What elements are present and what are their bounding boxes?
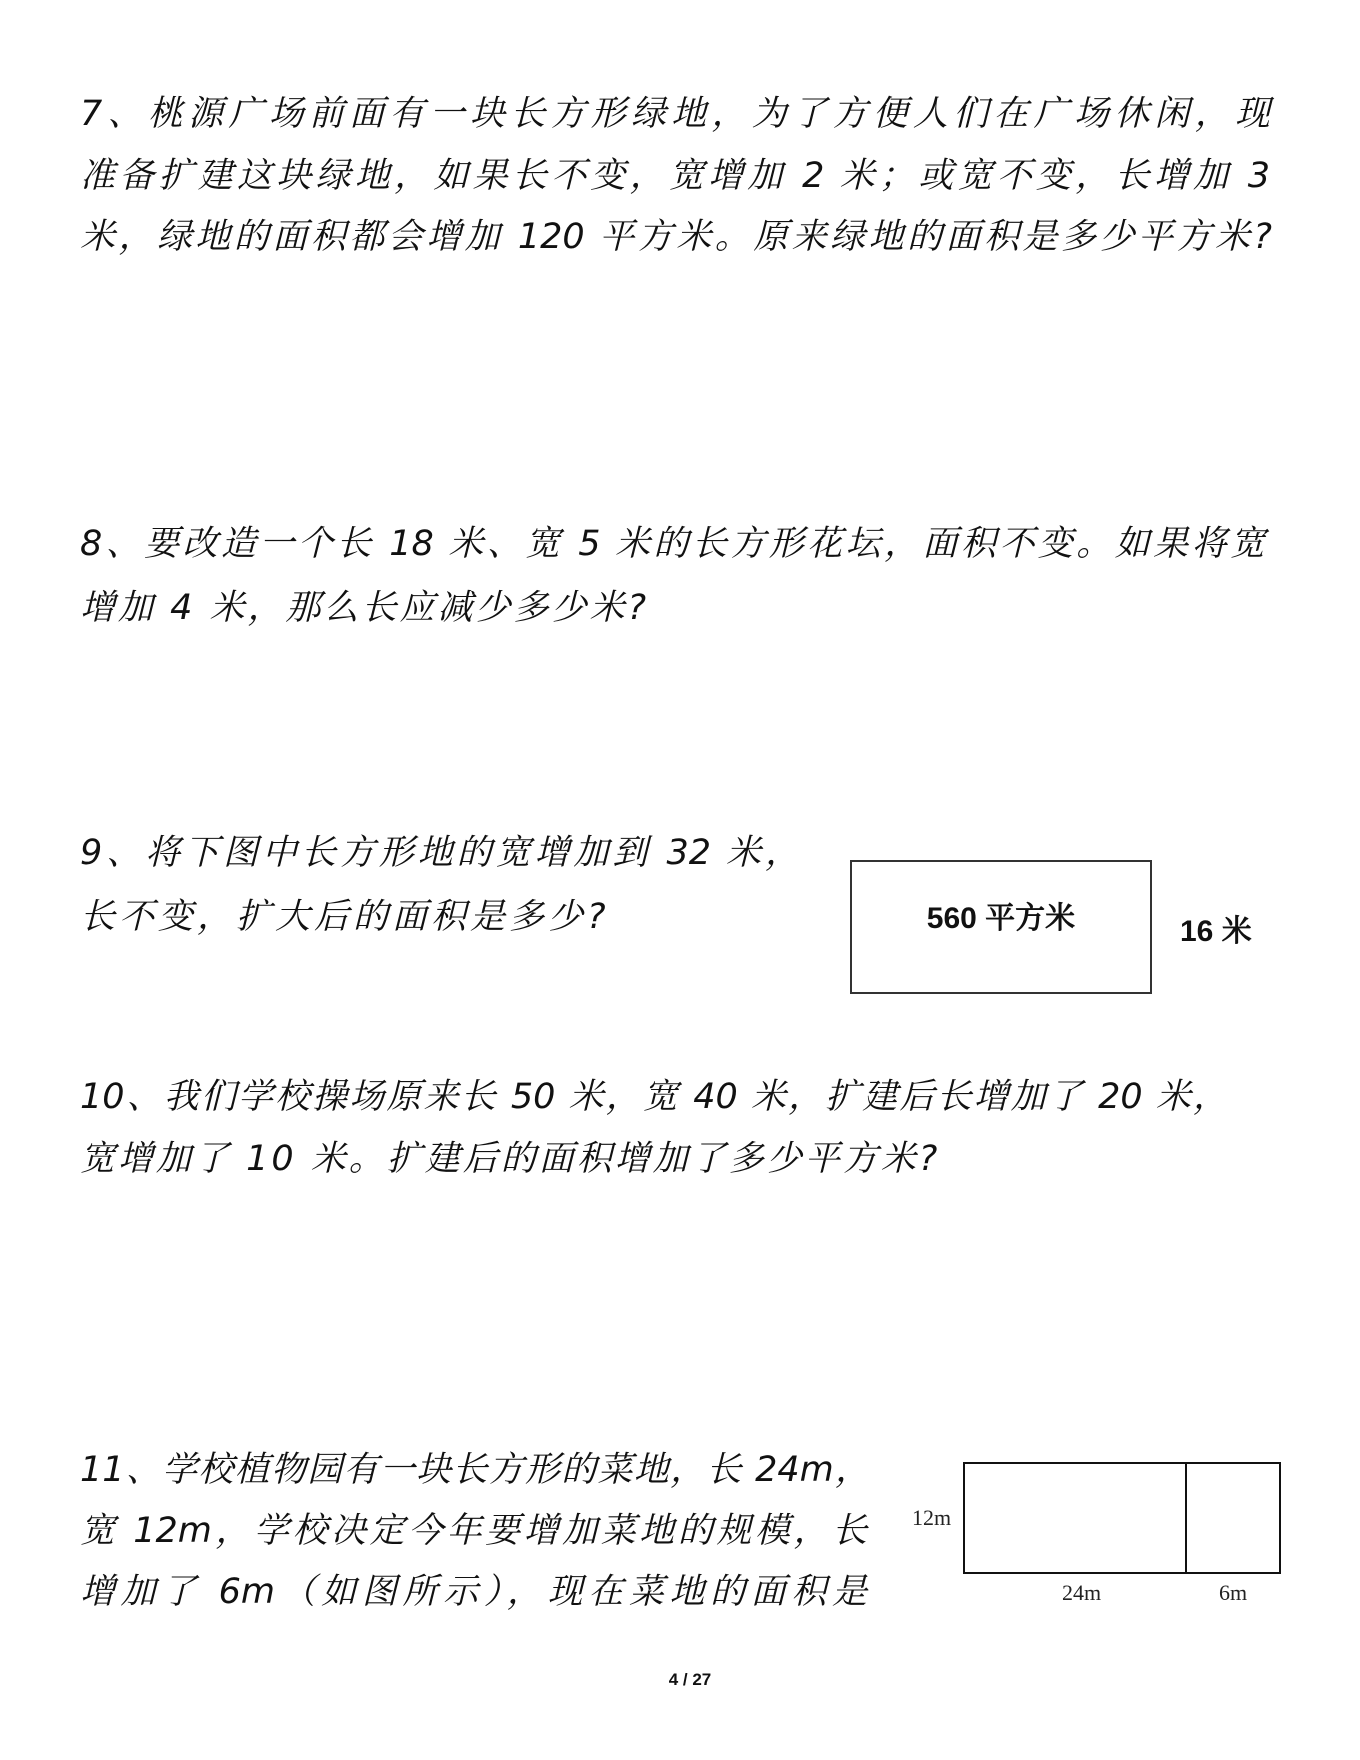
q9-side-label: 16 米 xyxy=(1180,915,1252,948)
q9-line-1: 9、将下图中长方形地的宽增加到 32 米， xyxy=(80,833,800,873)
q11-divider-line xyxy=(1185,1462,1187,1574)
q10-line-2: 宽增加了 10 米。扩建后的面积增加了多少平方米? xyxy=(80,1139,941,1179)
q8-line-1: 8、要改造一个长 18 米、宽 5 米的长方形花坛，面积不变。如果将宽 xyxy=(80,524,1265,564)
q11-line-3: 增加了 6m（如图所示），现在菜地的面积是 xyxy=(80,1572,867,1612)
q11-length-label: 24m xyxy=(1062,1580,1102,1605)
q9-area-label: 560 平方米 xyxy=(926,902,1076,935)
q7-line-3: 米，绿地的面积都会增加 120 平方米。原来绿地的面积是多少平方米? xyxy=(80,217,1272,257)
q11-line-2: 宽 12m，学校决定今年要增加菜地的规模，长 xyxy=(80,1511,867,1551)
q10-line-1: 10、我们学校操场原来长 50 米，宽 40 米，扩建后长增加了 20 米， xyxy=(80,1077,1228,1117)
page-number: 4 / 27 xyxy=(668,1670,712,1689)
q11-width-label: 12m xyxy=(912,1505,952,1530)
q8-line-2: 增加 4 米，那么长应减少多少米? xyxy=(80,588,650,628)
q11-added-label: 6m xyxy=(1219,1580,1248,1605)
q9-line-2: 长不变，扩大后的面积是多少? xyxy=(80,897,610,937)
q11-line-1: 11、学校植物园有一块长方形的菜地，长 24m， xyxy=(80,1450,870,1490)
q7-line-2: 准备扩建这块绿地，如果长不变，宽增加 2 米；或宽不变，长增加 3 xyxy=(80,156,1270,196)
q11-garden-figure xyxy=(963,1462,1281,1574)
q7-line-1: 7、桃源广场前面有一块长方形绿地，为了方便人们在广场休闲，现 xyxy=(80,94,1270,134)
